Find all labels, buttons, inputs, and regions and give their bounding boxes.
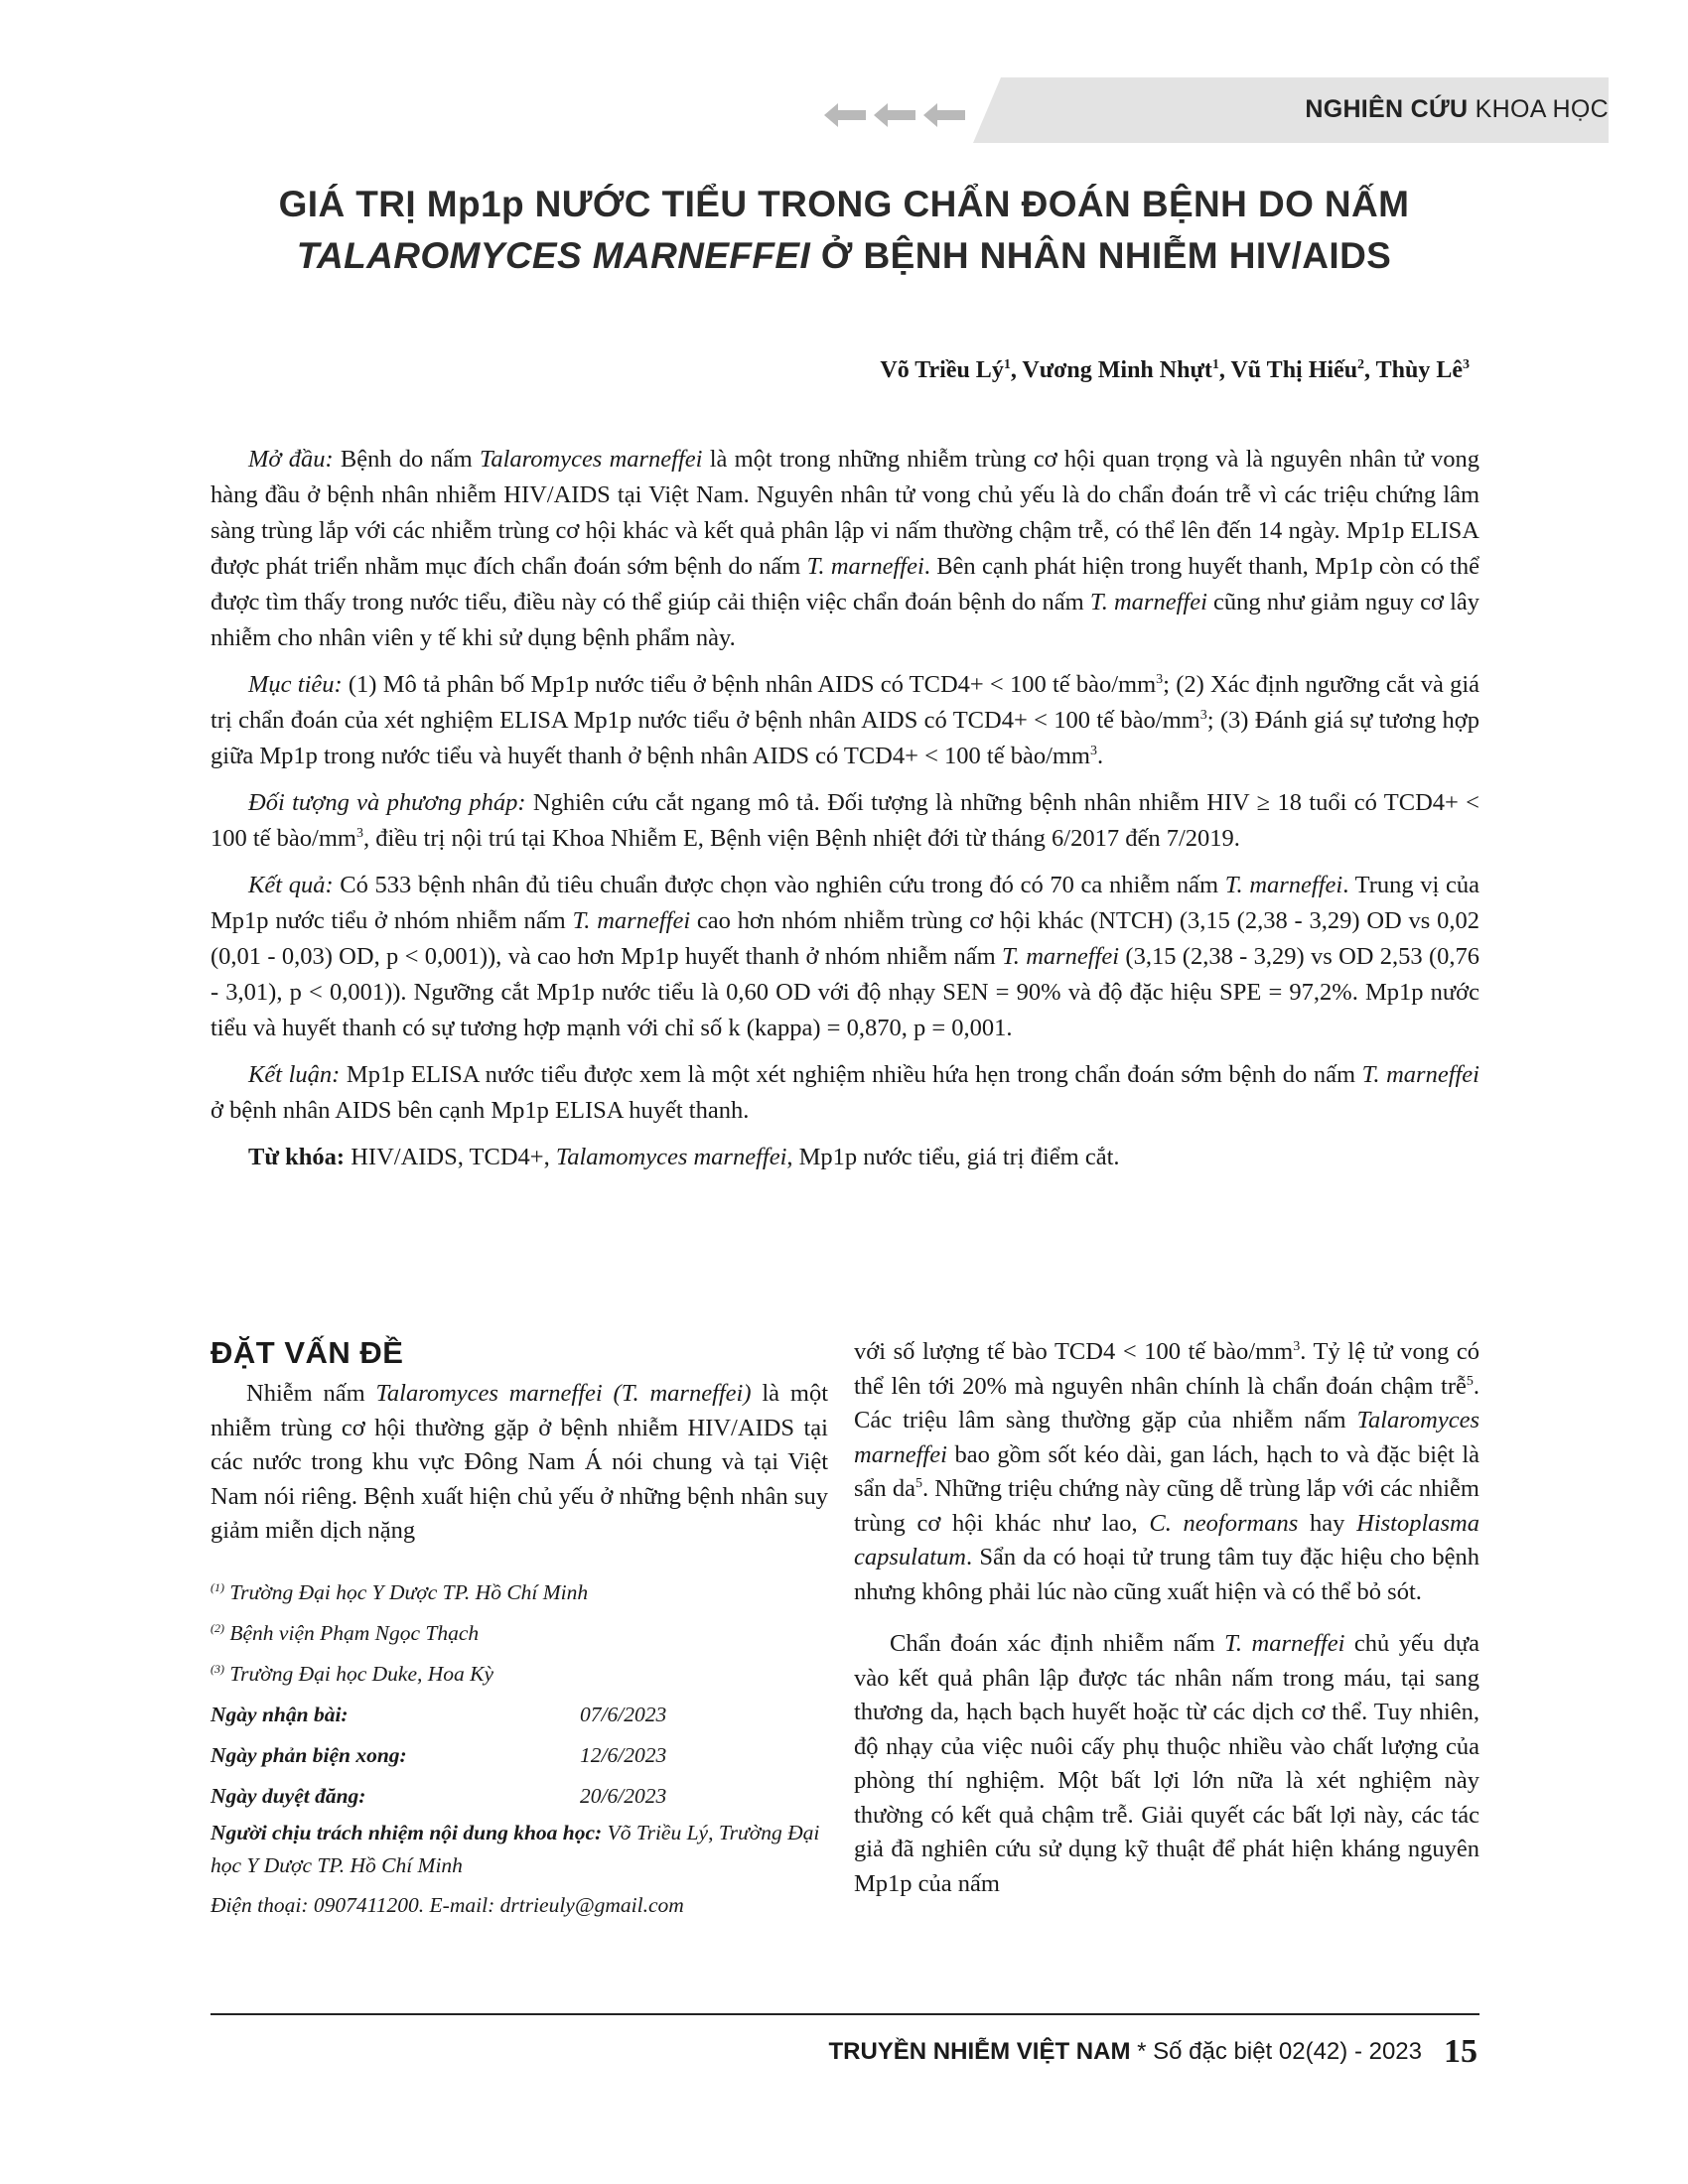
title-line-1: GIÁ TRỊ Mp1p NƯỚC TIỂU TRONG CHẨN ĐOÁN BỆNH DO NẤM [278, 184, 1410, 224]
header-arrows-decoration [824, 95, 973, 135]
left-column [211, 1335, 828, 1928]
contact-info: Điện thoại: 0907411200. E-mail: drtrieuly@gmail.com [211, 1892, 684, 1917]
arrow-left-icon [874, 103, 915, 127]
date-reviewed: Ngày phản biện xong: 12/6/2023 [211, 1742, 667, 1767]
abstract-methods: Đối tượng và phương pháp: Nghiên cứu cắt ngang mô tả. Đối tượng là những bệnh nhân nhiễm HIV ≥ 18 tuổi có TCD4+ < 100 tế bào/$mm^3$, điều trị nội trú tại Khoa Nhiễm E, Bệnh viện Bệnh nhiệt đới từ tháng 6/2017 đến 7/2019. [211, 789, 1479, 852]
author: Thùy $Lê^3$ [1375, 357, 1470, 383]
affiliations [211, 1572, 828, 1695]
page-footer [828, 2033, 1477, 2071]
title-line-2: TALAROMYCES MARNEFFEI Ở BỆNH NHÂN NHIỄM HIV/AIDS [296, 235, 1392, 276]
body-paragraph: Chẩn đoán xác định nhiễm nấm T. marneffei chủ yếu dựa vào kết quả phân lập được tác nhân nấm trong máu, tại sang thương da, hạch bạch huyết hoặc từ các dịch cơ thể. Tuy nhiên, độ nhạy của việc nuôi cấy phụ thuộc nhiều vào chất lượng của phòng thí nghiệm. Một bất lợi lớn nữa là xét nghiệm này thường có kết quả chậm trễ. Giải quyết các bất lợi này, các tác giả đã nghiên cứu sử dụng kỹ thuật để phát hiện kháng nguyên Mp1p của nấm [854, 1630, 1479, 1897]
journal-name: TRUYỀN NHIỄM VIỆT NAM [828, 2038, 1131, 2065]
author: Vũ Thị Hiếu$^2$, [1230, 357, 1376, 383]
section-heading: ĐẶT VẤN ĐỀ [211, 1335, 404, 1370]
author-list [880, 357, 1470, 384]
author: Võ Triều $Lý^1$, [880, 357, 1023, 383]
abstract-keywords: Từ khóa: HIV/AIDS, TCD4+, Talamomyces marneffei, Mp1p nước tiểu, giá trị điểm cắt. [248, 1144, 1120, 1170]
abstract-objectives: Mục tiêu: (1) Mô tả phân bố Mp1p nước tiểu ở bệnh nhân AIDS có TCD4+ < 100 tế bào/$mm^3$; (2) Xác định ngưỡng cắt và giá trị chẩn đoán của xét nghiệm ELISA Mp1p nước tiểu ở bệnh nhân AIDS có TCD4+ < 100 tế bào/$mm^3$; (3) Đánh giá sự tương hợp giữa Mp1p trong nước tiểu và huyết thanh ở bệnh nhân AIDS có TCD4+ < 100 tế bào/$mm^3$. [211, 671, 1480, 769]
date-received: Ngày nhận bài: 07/6/2023 [211, 1702, 667, 1726]
affiliation: $^{(3)}$ Trường Đại học Duke, Hoa Kỳ [211, 1661, 494, 1686]
date-accepted: Ngày duyệt đăng: 20/6/2023 [211, 1783, 667, 1808]
abstract-conclusion: Kết luận: Mp1p ELISA nước tiểu được xem là một xét nghiệm nhiều hứa hẹn trong chẩn đoán sớm bệnh do nấm T. marneffei ở bệnh nhân AIDS bên cạnh Mp1p ELISA huyết thanh. [211, 1061, 1479, 1124]
affiliation: $^{(2)}$ Bệnh viện Phạm Ngọc Thạch [211, 1620, 480, 1645]
page-number: 15 [1444, 2033, 1477, 2070]
abstract-intro: Mở đầu: Bệnh do nấm Talaromyces marneffei là một trong những nhiễm trùng cơ hội quan trọng và là nguyên nhân tử vong hàng đầu ở bệnh nhân nhiễm HIV/AIDS tại Việt Nam. Nguyên nhân tử vong chủ yếu là do chẩn đoán trễ vì các triệu chứng lâm sàng trùng lắp với các nhiễm trùng cơ hội khác và kết quả phân lập vi nấm thường chậm trễ, có thể lên đến 14 ngày. Mp1p ELISA được phát triển nhằm mục đích chẩn đoán sớm bệnh do nấm T. marneffei. Bên cạnh phát hiện trong huyết thanh, Mp1p còn có thể được tìm thấy trong nước tiểu, điều này có thể giúp cải thiện việc chẩn đoán bệnh do nấm T. marneffei cũng như giảm nguy cơ lây nhiễm cho nhân viên y tế khi sử dụng bệnh phẩm này. [211, 446, 1480, 651]
abstract-results: Kết quả: Có 533 bệnh nhân đủ tiêu chuẩn được chọn vào nghiên cứu trong đó có 70 ca nhiễm nấm T. marneffei. Trung vị của Mp1p nước tiểu ở nhóm nhiễm nấm T. marneffei cao hơn nhóm nhiễm trùng cơ hội khác (NTCH) (3,15 (2,38 - 3,29) OD vs 0,02 (0,01 - 0,03) OD, p < 0,001)), và cao hơn Mp1p huyết thanh ở nhóm nhiễm nấm T. marneffei (3,15 (2,38 - 3,29) vs OD 2,53 (0,76 - 3,01), p < 0,001)). Ngưỡng cắt Mp1p nước tiểu là 0,60 OD với độ nhạy SEN = 90% và độ đặc hiệu SPE = 97,2%. Mp1p nước tiểu và huyết thanh có sự tương hợp mạnh với chỉ số k (kappa) = 0,870, p = 0,001. [211, 872, 1479, 1041]
section-label: NGHIÊN CỨU KHOA HỌC [1305, 95, 1609, 123]
arrow-left-icon [923, 103, 965, 127]
article-title [149, 179, 1539, 282]
abstract [211, 442, 1479, 1186]
intro-paragraph: Nhiễm nấm Talaromyces marneffei (T. marneffei) là một nhiễm trùng cơ hội thường gặp ở bệnh nhiễm HIV/AIDS tại các nước trong khu vực Đông Nam Á nói chung và tại Việt Nam nói riêng. Bệnh xuất hiện chủ yếu ở những bệnh nhân suy giảm miễn dịch nặng [211, 1380, 829, 1544]
arrow-left-icon [824, 103, 866, 127]
right-column [854, 1335, 1479, 1919]
footer-rule [211, 2013, 1479, 2015]
issue-info: * Số đặc biệt 02(42) - 2023 [1130, 2038, 1422, 2065]
article-dates [211, 1695, 828, 1817]
author: Vương Minh Nhựt$^1$, [1022, 357, 1231, 383]
affiliation: $^{(1)}$ Trường Đại học Y Dược TP. Hồ Chí Minh [211, 1579, 589, 1604]
body-paragraph: với số lượng tế bào TCD4 < 100 tế bào/$mm^3$. Tỷ lệ tử vong có thể lên tới 20% mà nguyên nhân chính là chẩn đoán chậm trễ$^5$. Các triệu lâm sàng thường gặp của nhiễm nấm Talaromyces marneffei bao gồm sốt kéo dài, gan lách, hạch to và đặc biệt là sẩn $da^5$. Những triệu chứng này cũng dễ trùng lắp với các nhiễm trùng cơ hội khác như lao, C. neoformans hay Histoplasma capsulatum. Sẩn da có hoại tử trung tâm tuy đặc hiệu cho bệnh nhưng không phải lúc nào cũng xuất hiện và có thể bỏ sót. [854, 1338, 1480, 1605]
responsible-author: Người chịu trách nhiệm nội dung khoa học: Võ Triều Lý, Trường Đại học Y Dược TP. Hồ Chí Minh [211, 1820, 820, 1877]
